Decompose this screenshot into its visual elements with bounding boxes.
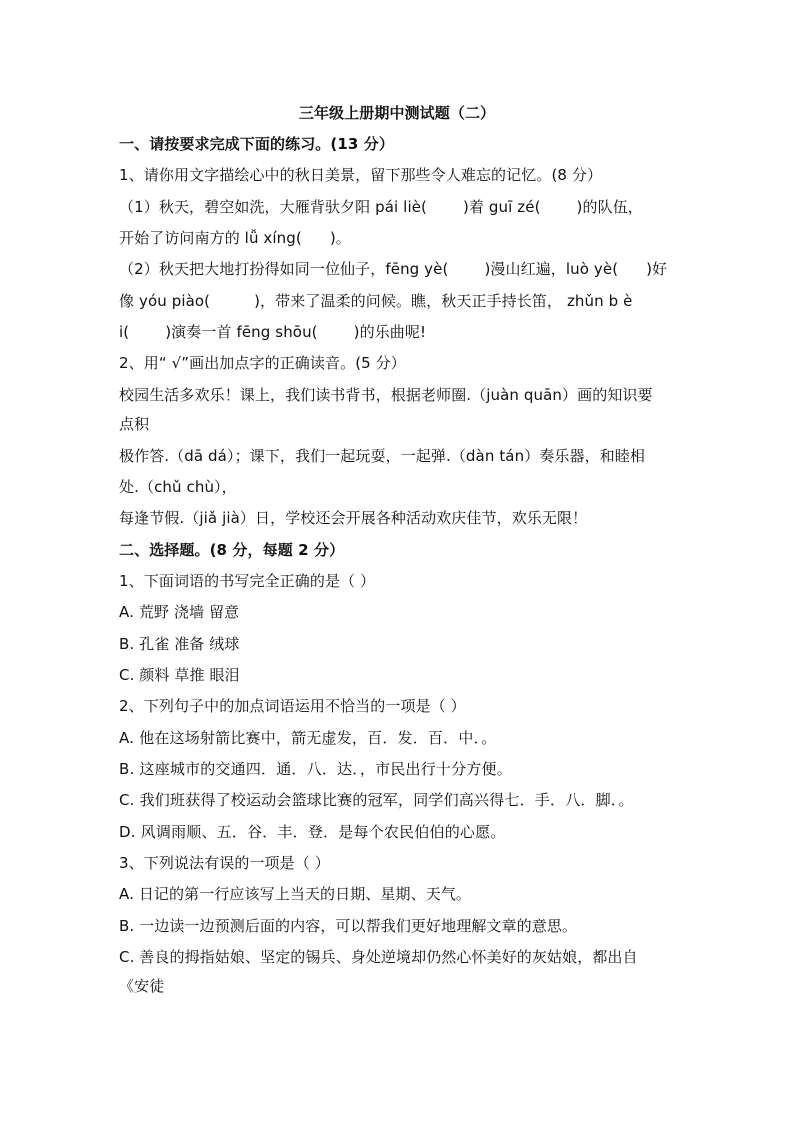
pinyin-lv-xing: lǚ xíng(	[244, 229, 302, 247]
q1-line-2-text-b: )。	[329, 229, 351, 247]
choice-q1-stem: 1、下面词语的书写完全正确的是（ ）	[119, 572, 376, 590]
q2-line-4: 处.（chǔ chù），	[119, 478, 237, 496]
choice-q3-stem: 3、下列说法有误的一项是（ ）	[119, 854, 330, 872]
q1-line-5-text-b: )演奏一首	[165, 323, 237, 341]
pinyin-feng-ye: fēng yè(	[385, 260, 449, 278]
q1-line-3-text-a: （2）秋天把大地打扮得如同一位仙子，	[119, 260, 386, 278]
choice-q2-option-b[interactable]: B. 这座城市的交通四．通．八．达．，市民出行十分方便。	[119, 760, 512, 778]
choice-q1-option-c[interactable]: C. 颜料 草推 眼泪	[119, 666, 240, 684]
section-2-heading: 二、选择题。(8 分，每题 2 分）	[119, 541, 345, 559]
pinyin-zhun-bei: zhǔn b è	[566, 292, 633, 310]
choice-q3-option-a[interactable]: A. 日记的第一行应该写上当天的日期、星期、天气。	[119, 885, 472, 903]
section-1-heading: 一、请按要求完成下面的练习。(13 分）	[119, 135, 394, 153]
choice-q2-option-c[interactable]: C. 我们班获得了校运动会篮球比赛的冠军，同学们高兴得七．手．八．脚．。	[119, 791, 634, 809]
q1-line-4	[119, 291, 679, 311]
q1-line-3-text-b: )漫山红遍，	[484, 260, 566, 278]
q1-line-4-text-b: )，带来了温柔的问候。瞧，秋天正手持长笛，	[254, 292, 567, 310]
q1-line-1-text-c: )的队伍，	[576, 198, 643, 216]
pinyin-pai-lie: pái liè(	[375, 198, 427, 216]
choice-q2-option-d[interactable]: D. 风调雨顺、五．谷．丰．登．是每个农民伯伯的心愿。	[119, 823, 506, 841]
choice-q1-option-b[interactable]: B. 孔雀 准备 绒球	[119, 635, 240, 653]
q1-line-3	[119, 259, 679, 279]
pinyin-luo-ye: luò yè(	[565, 260, 619, 278]
q1-heading: 1、请你用文字描绘心中的秋日美景，留下那些令人难忘的记忆。(8 分）	[119, 166, 603, 184]
pinyin-gui-ze: guī zé(	[488, 198, 541, 216]
q2-line-5: 每逢节假.（jiǎ jià）日，学校还会开展各种活动欢庆佳节，欢乐无限！	[119, 509, 588, 527]
q1-line-1-text-a: （1）秋天，碧空如洗，大雁背驮夕阳	[119, 198, 376, 216]
q1-line-3-text-c: )好	[646, 260, 668, 278]
q1-line-1	[119, 197, 679, 217]
q1-line-5-text-a: i(	[119, 323, 130, 341]
choice-q3-option-b[interactable]: B. 一边读一边预测后面的内容，可以帮我们更好地理解文章的意思。	[119, 917, 578, 935]
choice-q2-option-a[interactable]: A. 他在这场射箭比赛中，箭无虚发，百．发．百．中．。	[119, 729, 497, 747]
pinyin-you-piao: yóu piào(	[138, 292, 211, 310]
q1-line-5	[119, 322, 679, 342]
q1-line-1-text-b: )着	[463, 198, 489, 216]
page-title: 三年级上册期中测试题（二）	[298, 104, 496, 122]
q2-line-2: 点积	[119, 415, 150, 433]
q2-line-1: 校园生活多欢乐！课上，我们读书背书，根据老师圈.（juàn quān）画的知识要	[119, 386, 653, 404]
q1-line-2-text-a: 开始了访问南方的	[119, 229, 245, 247]
q2-line-3: 极作答.（dā dá）；课下，我们一起玩耍，一起弹.（dàn tán）奏乐器，和睦相	[119, 447, 646, 465]
choice-q3-option-c-cont: 《安徒	[119, 977, 165, 995]
q2-heading: 2、用“ √”画出加点字的正确读音。(5 分）	[119, 354, 406, 372]
q1-line-5-text-c: )的乐曲呢!	[353, 323, 427, 341]
q1-line-2	[119, 228, 679, 248]
q1-line-4-text-a: 像	[119, 292, 139, 310]
choice-q3-option-c[interactable]: C. 善良的拇指姑娘、坚定的锡兵、身处逆境却仍然心怀美好的灰姑娘，都出自	[119, 948, 638, 966]
pinyin-feng-shou: fēng shōu(	[236, 323, 318, 341]
choice-q1-option-a[interactable]: A. 荒野 浇墙 留意	[119, 603, 240, 621]
choice-q2-stem: 2、下列句子中的加点词语运用不恰当的一项是（ ）	[119, 697, 466, 715]
